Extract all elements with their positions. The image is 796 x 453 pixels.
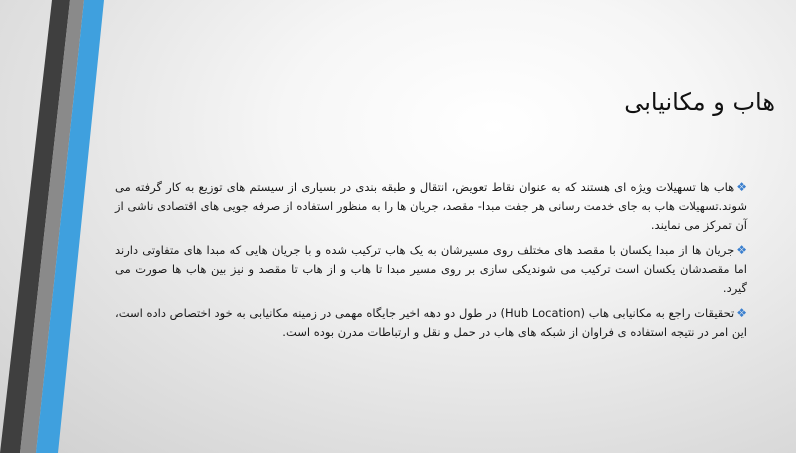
paragraph-3 [115, 304, 747, 342]
slide-title: هاب و مکانیابی [624, 88, 775, 116]
paragraph-1 [115, 178, 747, 235]
paragraph-2 [115, 241, 747, 298]
diamond-bullet-icon: ❖ [736, 306, 748, 320]
diamond-bullet-icon: ❖ [736, 180, 747, 194]
paragraph-text: تحقیقات راجع به مکانیابی هاب (Hub Location) در طول دو دهه اخیر جایگاه مهمی در زمینه مکانیابی به خود اختصاص داده است، این امر در نتیجه استفاده ی فراوان از شبکه های هاب در حمل و نقل و ارتباطات مدرن بوده است. [115, 306, 747, 339]
diamond-bullet-icon: ❖ [736, 243, 747, 257]
slide-content [115, 178, 747, 348]
paragraph-text: هاب ها تسهیلات ویژه ای هستند که به عنوان نقاط تعویض، انتقال و طبقه بندی در بسیاری از سیستم های توزیع به کار گرفته می شوند.تسهیلات هاب به جای خدمت رسانی هر جفت مبدا- مقصد، جریان ها را به منظور استفاده از صرفه جویی های اقتصادی ناشی از آن تمرکز می نمایند. [115, 180, 747, 232]
paragraph-text: جریان ها از مبدا یکسان با مقصد های مختلف روی مسیرشان به یک هاب ترکیب شده و با جریان هایی که مبدا های متفاوتی دارند اما مقصدشان یکسان است ترکیب می شوندیکی سازی بر روی مسیر مبدا تا هاب و از هاب تا مقصد و نیز بین هاب ها صورت می گیرد. [115, 243, 747, 295]
